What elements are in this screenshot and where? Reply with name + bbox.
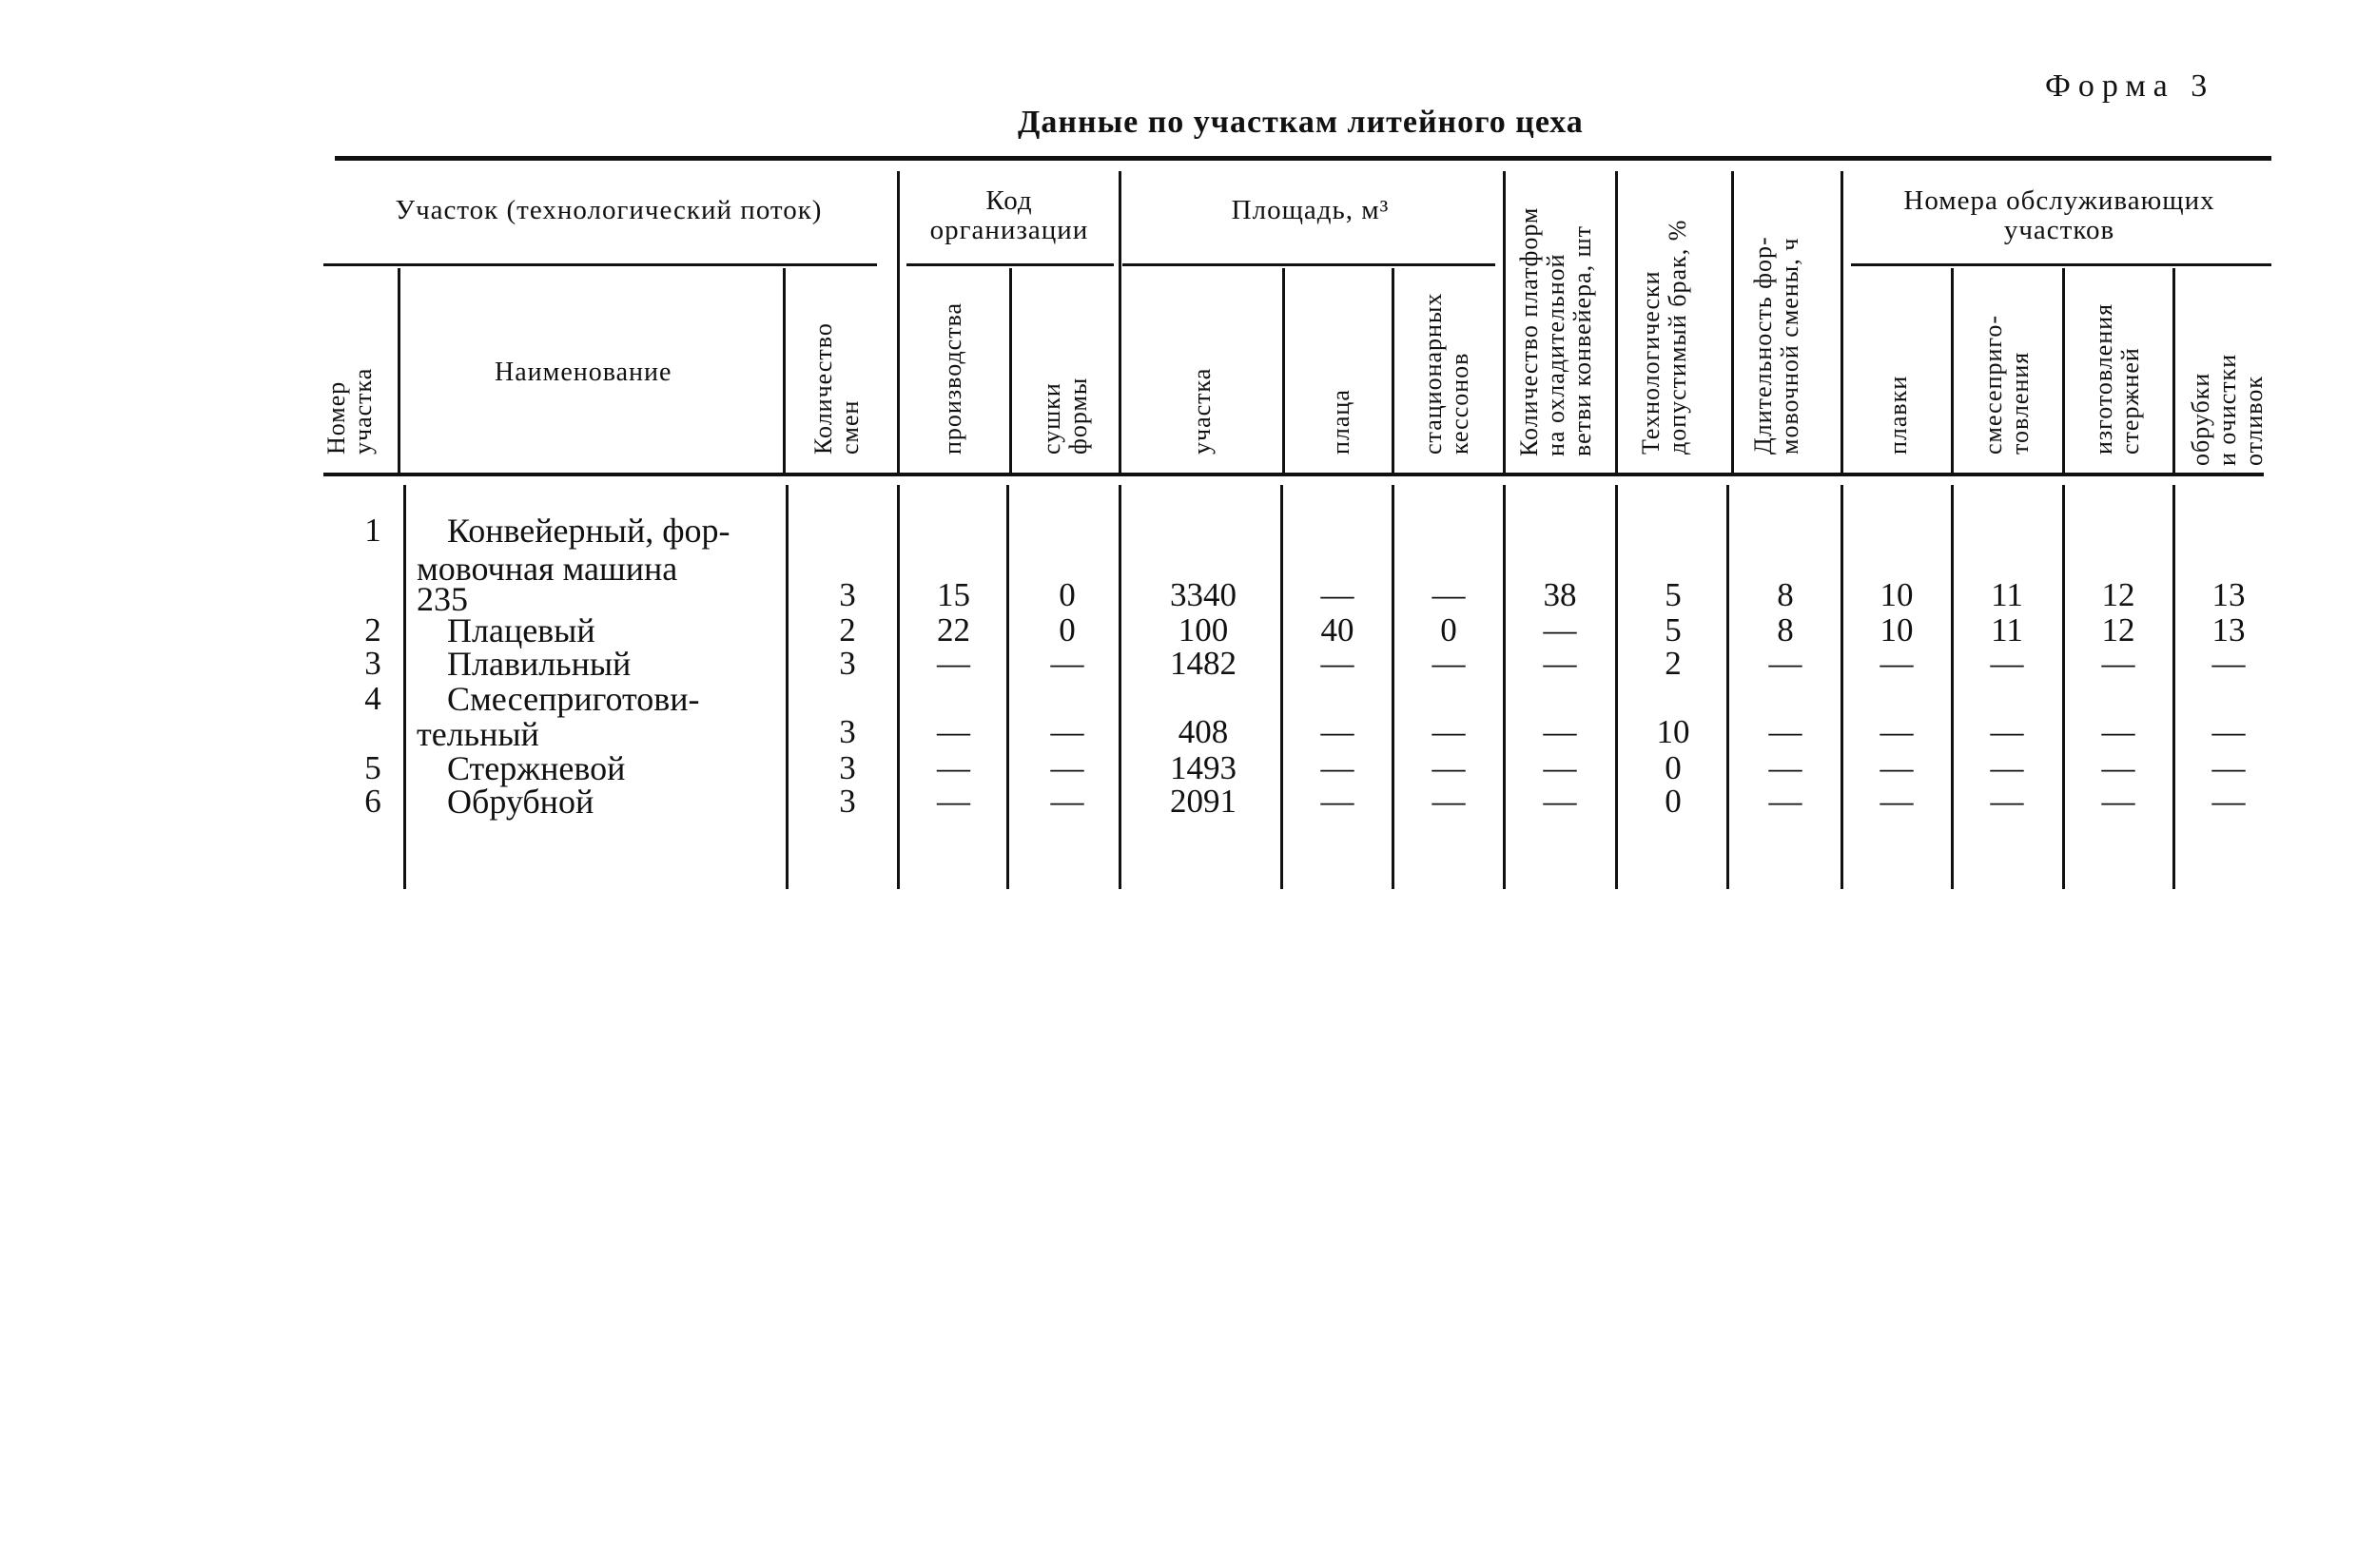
body-sep xyxy=(2172,485,2175,889)
row-number: 4 xyxy=(364,680,381,717)
body-sep xyxy=(1503,485,1506,889)
header-defect-line2: допустимый брак, % xyxy=(1664,219,1691,455)
row-name: Обрубной xyxy=(447,783,594,821)
row-duration: 8 xyxy=(1777,576,1794,613)
row-name: Стержневой xyxy=(447,749,626,787)
header-svc-core-line2: стержней xyxy=(2116,347,2144,455)
row-platforms: 38 xyxy=(1543,576,1577,613)
row-caisson: — xyxy=(1432,713,1466,750)
row-mix: — xyxy=(1990,783,2024,820)
header-code-dry-line1: сушки xyxy=(1038,382,1065,455)
header-sq-caisson-line1: стационарных xyxy=(1419,292,1447,455)
header-defect xyxy=(1638,220,1691,455)
header-platforms-line1: Количество платформ xyxy=(1515,206,1543,456)
row-platforms: — xyxy=(1543,611,1577,648)
row-core: — xyxy=(2101,749,2135,786)
body-sep xyxy=(1392,485,1394,889)
row-name: мовочная машина xyxy=(417,550,678,588)
header-sep xyxy=(2062,268,2065,473)
row-clean: — xyxy=(2211,749,2246,786)
header-sep xyxy=(1841,171,1843,473)
header-sep xyxy=(1119,171,1121,473)
header-sep xyxy=(1009,268,1012,473)
header-code-prod xyxy=(940,302,966,455)
header-shifts-line2: смен xyxy=(836,399,864,455)
header-svc-mix-line2: товления xyxy=(2006,351,2034,455)
row-dry: 0 xyxy=(1059,576,1076,613)
body-sep xyxy=(1726,485,1729,889)
header-svc-melt-line1: плавки xyxy=(1884,375,1912,455)
header-sq-caisson-line2: кессонов xyxy=(1446,352,1473,455)
row-name: Плацевый xyxy=(447,611,595,649)
row-area: 3340 xyxy=(1170,576,1237,613)
row-caisson: — xyxy=(1432,645,1466,682)
row-dry: — xyxy=(1050,713,1084,750)
row-core: 12 xyxy=(2101,611,2135,648)
header-shifts xyxy=(810,322,864,455)
row-dry: — xyxy=(1050,645,1084,682)
header-num xyxy=(323,368,377,455)
header-group-service-line1: Номера обслуживающих xyxy=(1903,185,2215,216)
header-group-code-line1: Код xyxy=(985,185,1033,216)
row-mix: 11 xyxy=(1991,576,2023,613)
header-svc-clean-line2: и очистки xyxy=(2213,353,2241,466)
row-number: 3 xyxy=(364,645,381,682)
row-defect: 5 xyxy=(1665,611,1682,648)
body-sep xyxy=(2062,485,2065,889)
row-platforms: — xyxy=(1543,645,1577,682)
header-group-square: Площадь, м³ xyxy=(1231,195,1390,225)
header-sep xyxy=(1951,268,1954,473)
row-shifts: 3 xyxy=(839,749,856,786)
row-prod: 15 xyxy=(937,576,970,613)
row-core: — xyxy=(2101,783,2135,820)
row-melt: — xyxy=(1880,749,1914,786)
row-core: 12 xyxy=(2101,576,2135,613)
header-sq-plaza xyxy=(1328,389,1354,455)
row-number: 6 xyxy=(364,783,381,820)
row-prod: 22 xyxy=(937,611,970,648)
row-clean: 13 xyxy=(2211,576,2246,613)
row-melt: — xyxy=(1880,645,1914,682)
header-svc-mix xyxy=(1980,315,2034,455)
header-group-rule-code xyxy=(906,263,1114,266)
row-caisson: — xyxy=(1432,783,1466,820)
header-name: Наименование xyxy=(495,358,672,387)
row-plaza: 40 xyxy=(1320,611,1354,648)
row-clean: — xyxy=(2211,783,2246,820)
body-sep xyxy=(1280,485,1283,889)
header-platforms xyxy=(1516,207,1596,456)
page-title: Данные по участкам литейного цеха xyxy=(1018,105,1584,140)
row-duration: 8 xyxy=(1777,611,1794,648)
row-plaza: — xyxy=(1320,645,1354,682)
header-num-line1: Номер xyxy=(322,380,350,455)
header-group-code-line2: организации xyxy=(929,215,1089,245)
row-plaza: — xyxy=(1320,713,1354,750)
row-name: Смесеприготови- xyxy=(447,680,700,718)
row-dry: 0 xyxy=(1059,611,1076,648)
row-duration: — xyxy=(1768,713,1802,750)
row-shifts: 3 xyxy=(839,783,856,820)
header-sep xyxy=(1392,268,1394,473)
row-defect: 2 xyxy=(1665,645,1682,682)
header-svc-mix-line1: смесеприго- xyxy=(1979,314,2007,455)
row-defect: 0 xyxy=(1665,749,1682,786)
header-group-area: Участок (технологический поток) xyxy=(395,195,823,225)
body-sep xyxy=(1615,485,1618,889)
header-platforms-line2: на охладительной xyxy=(1542,253,1569,456)
header-bottom-rule xyxy=(323,473,2264,476)
row-plaza: — xyxy=(1320,783,1354,820)
row-plaza: — xyxy=(1320,576,1354,613)
row-defect: 0 xyxy=(1665,783,1682,820)
header-group-service-line2: участков xyxy=(2003,215,2115,245)
row-core: — xyxy=(2101,713,2135,750)
body-sep xyxy=(1006,485,1009,889)
row-shifts: 3 xyxy=(839,576,856,613)
row-area: 1493 xyxy=(1170,749,1237,786)
row-mix: 11 xyxy=(1991,611,2023,648)
row-mix: — xyxy=(1990,713,2024,750)
row-name: Плавильный xyxy=(447,645,632,683)
header-svc-core-line1: изготовления xyxy=(2090,302,2117,455)
row-mix: — xyxy=(1990,645,2024,682)
row-shifts: 3 xyxy=(839,713,856,750)
header-svc-clean-line1: обрубки xyxy=(2187,372,2214,466)
header-code-prod-line1: производства xyxy=(939,301,966,455)
header-group-service xyxy=(1850,186,2269,245)
row-core: — xyxy=(2101,645,2135,682)
row-caisson: — xyxy=(1432,576,1466,613)
row-defect: 5 xyxy=(1665,576,1682,613)
row-name: Конвейерный, фор- xyxy=(447,512,730,550)
table-top-rule xyxy=(335,156,2271,161)
header-group-rule-square xyxy=(1122,263,1495,266)
row-prod: — xyxy=(937,713,970,750)
header-shifts-line1: Количество xyxy=(809,322,837,455)
row-area: 100 xyxy=(1178,611,1229,648)
header-duration xyxy=(1750,236,1803,455)
row-duration: — xyxy=(1768,645,1802,682)
header-group-rule-service xyxy=(1851,263,2271,266)
row-caisson: — xyxy=(1432,749,1466,786)
row-dry: — xyxy=(1050,783,1084,820)
form-label: Форма 3 xyxy=(2045,68,2215,104)
row-area: 2091 xyxy=(1170,783,1237,820)
header-svc-core xyxy=(2091,303,2144,455)
row-shifts: 2 xyxy=(839,611,856,648)
body-sep xyxy=(1841,485,1843,889)
header-code-dry xyxy=(1039,377,1092,455)
header-sq-plaza-line1: плаца xyxy=(1327,389,1354,455)
header-platforms-line3: ветви конвейера, шт xyxy=(1568,225,1596,456)
row-number: 1 xyxy=(364,512,381,549)
body-sep xyxy=(403,485,406,889)
header-sq-area-line1: участка xyxy=(1188,367,1216,455)
header-group-code xyxy=(904,186,1115,245)
row-melt: — xyxy=(1880,783,1914,820)
row-defect: 10 xyxy=(1656,713,1690,750)
row-platforms: — xyxy=(1543,749,1577,786)
row-prod: — xyxy=(937,645,970,682)
row-prod: — xyxy=(937,749,970,786)
row-melt: 10 xyxy=(1880,576,1914,613)
header-num-line2: участка xyxy=(349,367,377,455)
row-platforms: — xyxy=(1543,783,1577,820)
row-mix: — xyxy=(1990,749,2024,786)
header-sq-area xyxy=(1189,368,1216,455)
row-caisson: 0 xyxy=(1440,611,1457,648)
row-duration: — xyxy=(1768,749,1802,786)
header-sep xyxy=(398,268,400,473)
header-code-dry-line2: формы xyxy=(1064,377,1092,455)
header-svc-clean xyxy=(2188,354,2268,466)
body-sep xyxy=(1951,485,1954,889)
row-number: 2 xyxy=(364,611,381,648)
row-prod: — xyxy=(937,783,970,820)
header-sep xyxy=(783,268,786,473)
header-defect-line1: Технологически xyxy=(1637,270,1665,455)
row-name: тельный xyxy=(417,715,539,753)
header-duration-line2: мовочной смены, ч xyxy=(1776,237,1803,455)
row-area: 408 xyxy=(1178,713,1229,750)
header-group-rule-area xyxy=(323,263,877,266)
row-dry: — xyxy=(1050,749,1084,786)
header-svc-melt xyxy=(1885,376,1912,455)
header-sep xyxy=(897,171,900,473)
header-sep xyxy=(1503,171,1506,473)
row-plaza: — xyxy=(1320,749,1354,786)
row-name: 235 xyxy=(417,580,468,618)
header-svc-clean-line3: отливок xyxy=(2240,376,2268,466)
header-sq-caisson xyxy=(1420,293,1473,455)
row-area: 1482 xyxy=(1170,645,1237,682)
row-shifts: 3 xyxy=(839,645,856,682)
body-sep xyxy=(786,485,789,889)
row-melt: — xyxy=(1880,713,1914,750)
body-sep xyxy=(1119,485,1121,889)
row-number: 5 xyxy=(364,749,381,786)
row-duration: — xyxy=(1768,783,1802,820)
row-melt: 10 xyxy=(1880,611,1914,648)
row-clean: — xyxy=(2211,645,2246,682)
header-sep xyxy=(2172,268,2175,473)
row-clean: 13 xyxy=(2211,611,2246,648)
row-clean: — xyxy=(2211,713,2246,750)
header-sep xyxy=(1615,171,1618,473)
header-sep xyxy=(1282,268,1285,473)
row-platforms: — xyxy=(1543,713,1577,750)
header-sep xyxy=(1731,171,1734,473)
header-duration-line1: Длительность фор- xyxy=(1749,236,1777,455)
body-sep xyxy=(897,485,900,889)
